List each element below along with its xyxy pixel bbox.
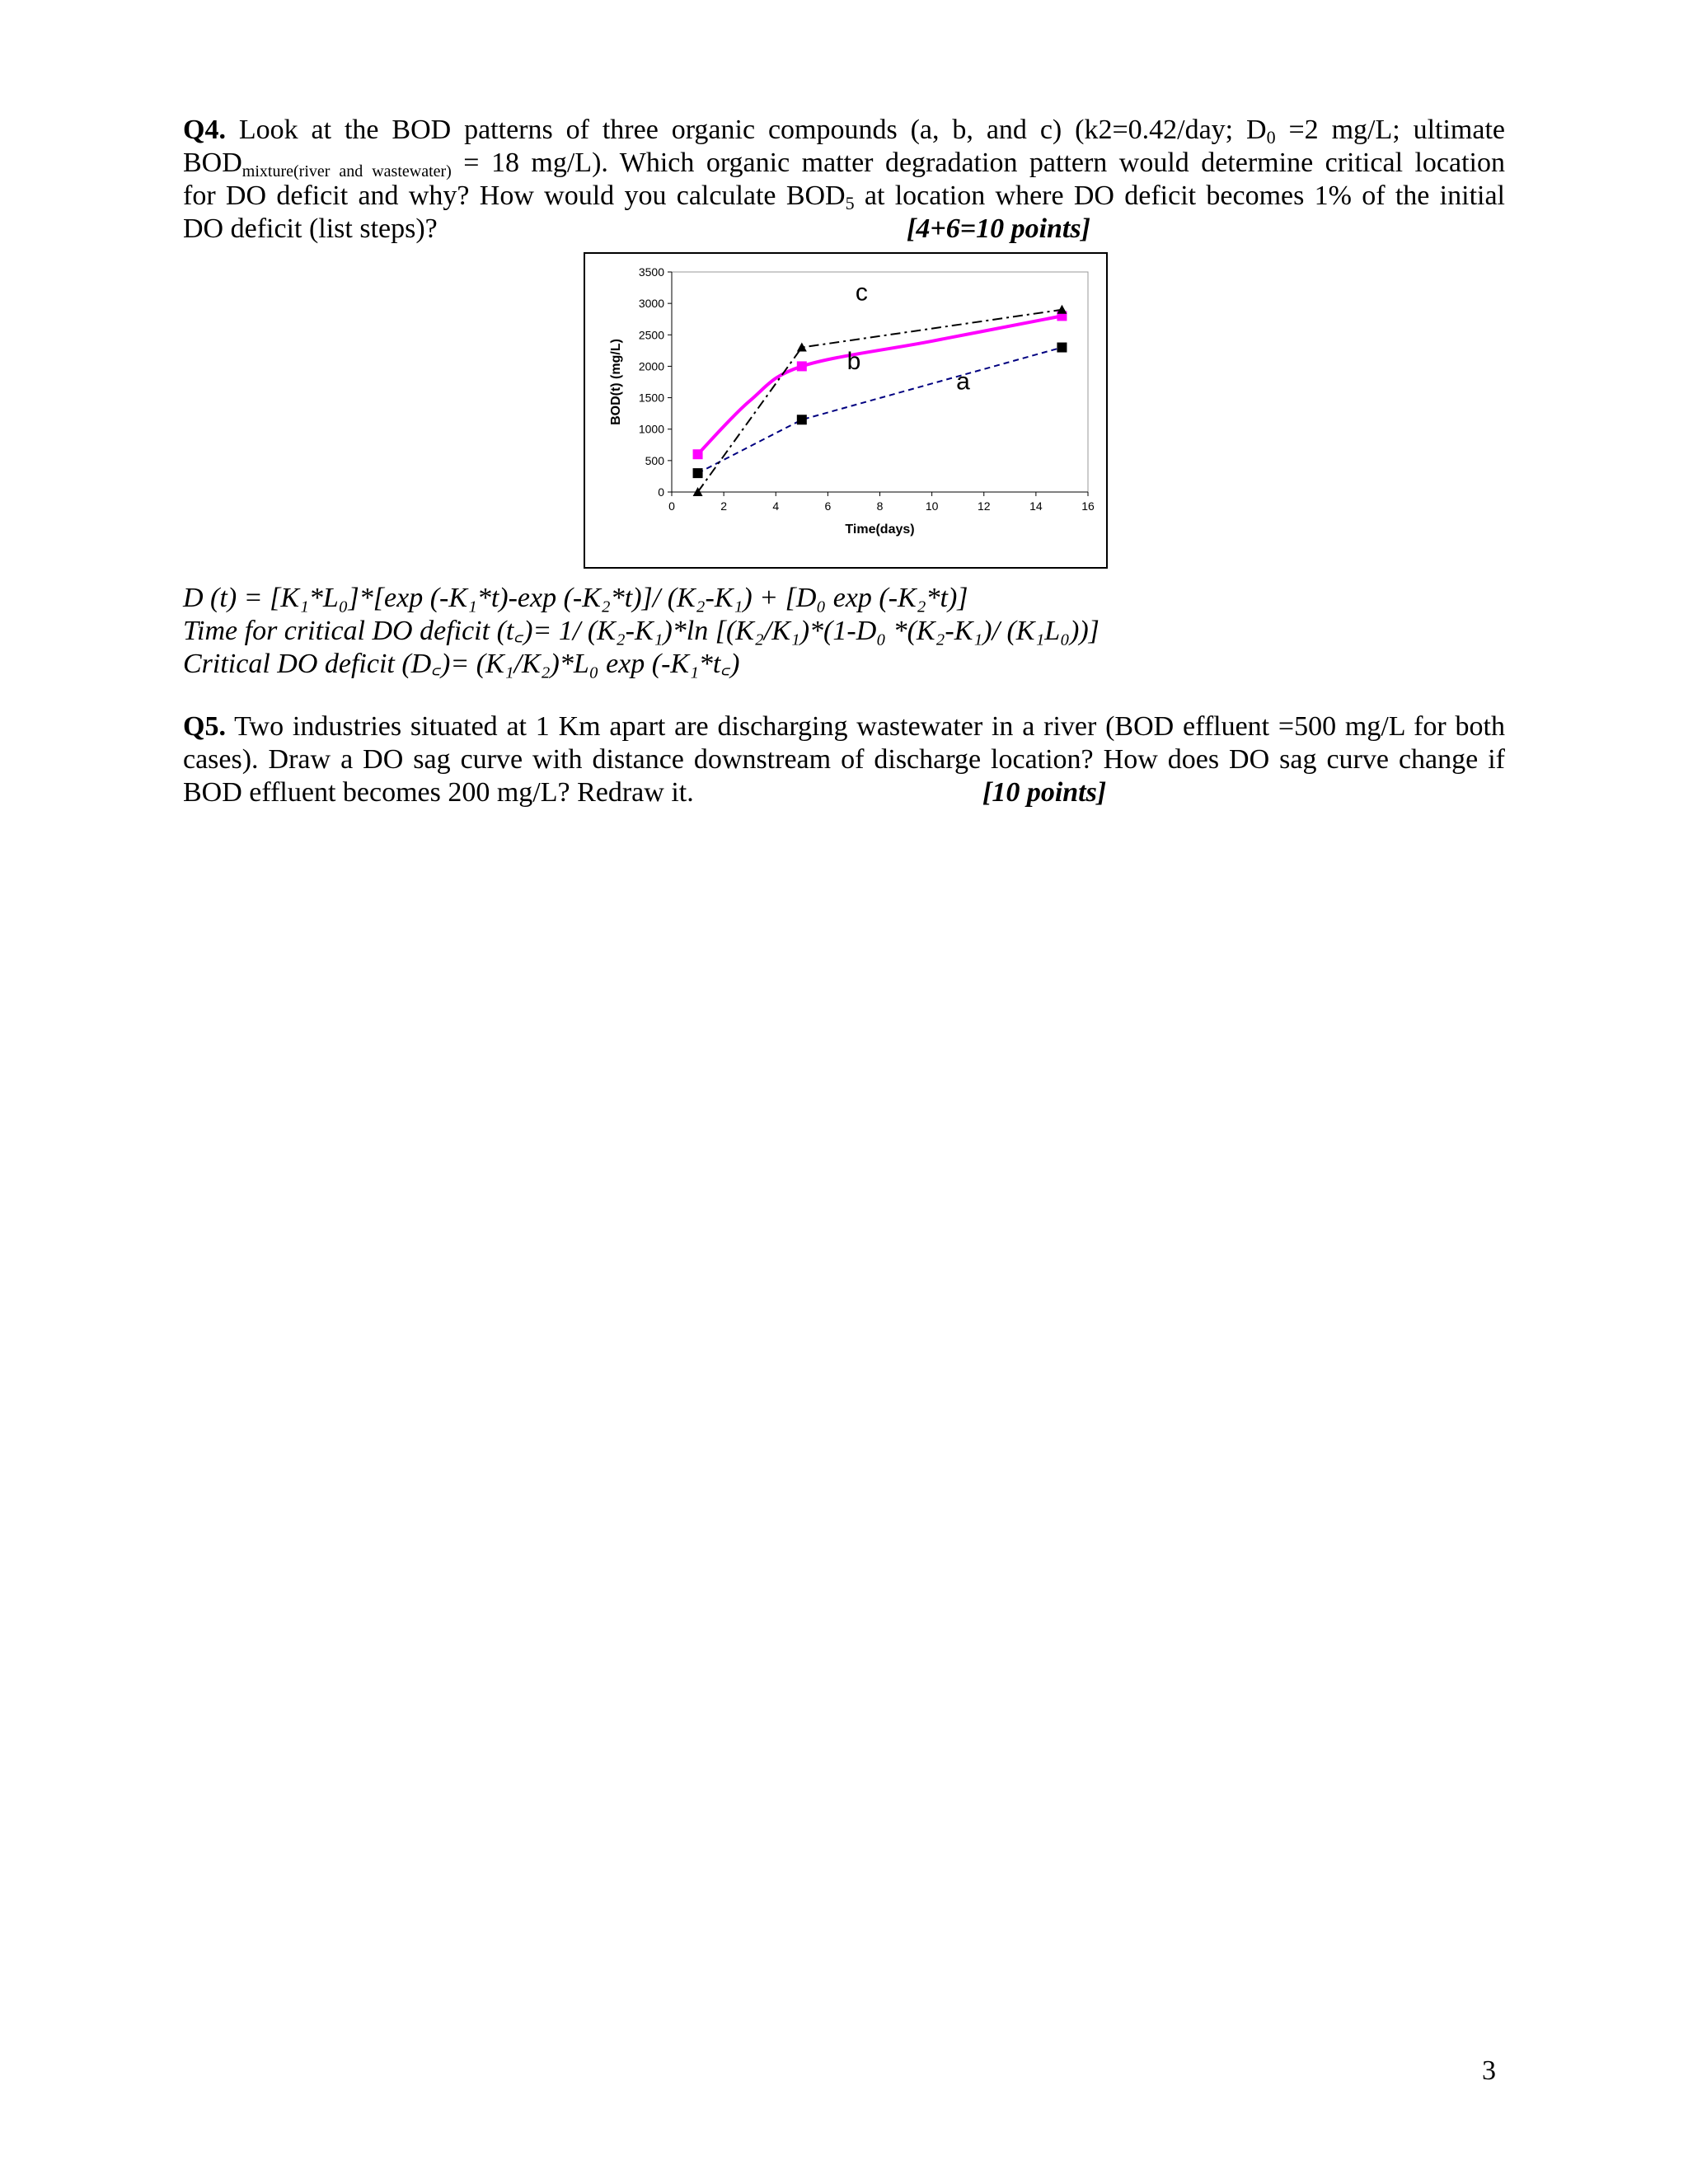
q4-label: Q4. [183, 115, 226, 145]
series-b-point [693, 449, 703, 459]
x-tick-label: 14 [1029, 499, 1043, 513]
page-number: 3 [1482, 2055, 1496, 2086]
x-tick-label: 12 [977, 499, 991, 513]
x-axis-label: Time(days) [845, 523, 915, 537]
formula-critical-time: Time for critical DO deficit (t꜀)= 1/ (K₂-K₁)*ln [(K₂/K₁)*(1-D₀ *(K₂-K₁)/ (K₁L₀))] [183, 616, 1100, 646]
q5-label: Q5. [183, 711, 226, 742]
y-tick-label: 3500 [638, 265, 664, 279]
bod-chart [584, 252, 1108, 569]
y-tick-label: 3000 [638, 297, 664, 311]
q5-points: [10 points] [982, 777, 1107, 808]
question-4 [183, 114, 1505, 246]
y-tick-label: 1500 [638, 391, 664, 405]
y-tick-label: 500 [645, 453, 664, 467]
y-axis-label: BOD(t) (mg/L) [609, 339, 623, 425]
x-tick-label: 10 [925, 499, 939, 513]
plot-area [672, 272, 1088, 492]
question-5 [183, 710, 1505, 809]
y-tick-label: 2500 [638, 328, 664, 342]
formula-deficit: D (t) = [K₁*L₀]*[exp (-K₁*t)-exp (-K₂*t)]/ (K₂-K₁) + [D₀ exp (-K₂*t)] [183, 583, 968, 613]
x-tick-label: 0 [668, 499, 675, 513]
series-label-c: c [855, 279, 868, 307]
series-label-a: a [956, 368, 970, 396]
series-a-point [797, 415, 807, 424]
x-tick-label: 6 [824, 499, 832, 513]
q4-line-2: $BOD_{mixture(river and wastewater)} = 18$ mg/L). Which organic matter degradation pattern would determine critical location [183, 148, 1505, 180]
y-tick-label: 0 [658, 485, 664, 499]
q4-line-3: for DO deficit and why? How would you calculate $BOD_5$ at location where DO deficit becomes 1% of the initial [183, 180, 1505, 213]
series-a-point [693, 468, 703, 478]
y-tick-label: 2000 [638, 359, 664, 373]
x-tick-label: 2 [720, 499, 728, 513]
q4-points: [4+6=10 points] [907, 213, 1090, 244]
x-tick-label: 4 [772, 499, 780, 513]
x-tick-label: 8 [876, 499, 884, 513]
series-b-point [797, 361, 807, 371]
q4-line-1: Q4. Look at the BOD patterns of three organic compounds (a, b, and c) (k2=0.42/day; $D_0 =2$ mg/L; ultimate [183, 115, 1505, 148]
formula-critical-deficit: Critical DO deficit (D꜀)= (K₁/K₂)*L₀ exp (-K₁*t꜀) [183, 649, 740, 679]
series-a-point [1057, 343, 1067, 353]
q5-line-2: cases). Draw a DO sag curve with distance downstream of discharge location? How does DO sag curve change if [183, 744, 1505, 775]
q4-line-4: DO deficit (list steps)? [4+6=10 points] [183, 213, 1090, 244]
series-label-b: b [846, 348, 861, 376]
q5-line-3: BOD effluent becomes 200 mg/L? Redraw it. [10 points] [183, 777, 1107, 808]
x-tick-label: 16 [1081, 499, 1095, 513]
q5-line-1: Q5. Two industries situated at 1 Km apart are discharging wastewater in a river (BOD effluent =500 mg/L for both [183, 711, 1505, 742]
y-tick-label: 1000 [638, 422, 664, 436]
bod-chart-svg [585, 254, 1106, 567]
formulas [183, 582, 1505, 681]
